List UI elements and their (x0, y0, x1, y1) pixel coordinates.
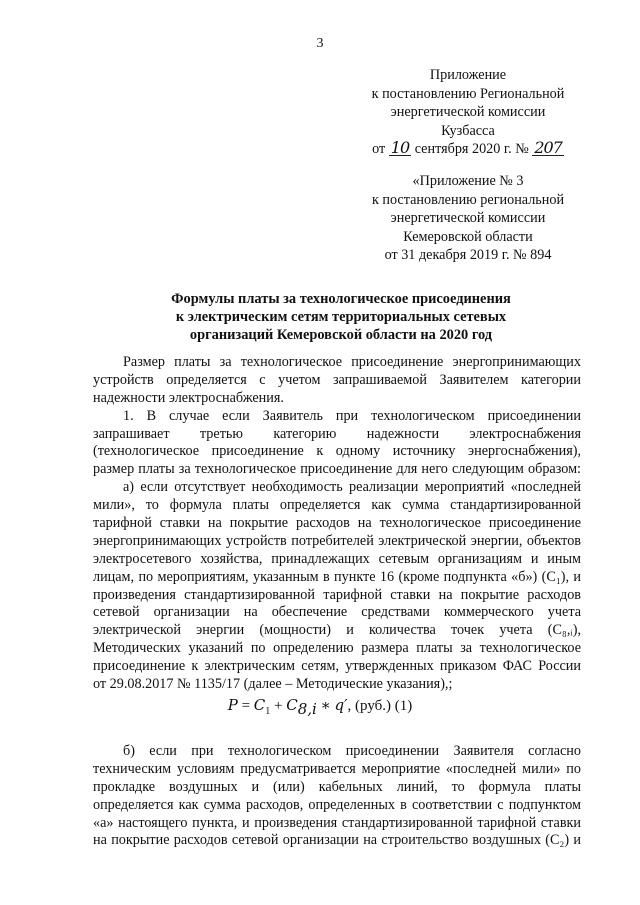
body-line: электросетевого хозяйства, принадлежащих сетевым организациям и иным (93, 550, 581, 567)
formula-c1: C (253, 696, 266, 714)
appendix-line: Кемеровской области (403, 228, 533, 245)
handwritten-number: 207 (534, 138, 562, 158)
body-line: электрической энергии (мощности) и количества точек учета (C₈,ᵢ), (93, 622, 581, 639)
body-line: на покрытие расходов сетевой организации на строительство воздушных (C₂) и (93, 832, 581, 849)
appendix-line: Кузбасса (441, 122, 495, 139)
body-line: Методических указаний по определению размера платы за технологическое (93, 640, 581, 657)
appendix-line: к постановлению Региональной (371, 85, 565, 102)
appendix-line: энергетической комиссии (390, 210, 546, 227)
handwritten-day: 10 (390, 138, 410, 158)
formula-plus: + (274, 698, 283, 714)
original-appendix-header (318, 172, 618, 265)
formula-1 (0, 696, 640, 718)
body-line: запрашивает третью категорию надежности электроснабжения (93, 425, 581, 442)
appendix-line: от 31 декабря 2019 г. № 894 (384, 247, 552, 264)
title-line: организаций Кемеровской области на 2020 год (189, 327, 493, 343)
formula-c8: C (286, 696, 298, 714)
body-line: сетевой организации на обеспечение средствами коммерческого учета (93, 604, 581, 621)
body-line: надежности электроснабжения. (93, 389, 284, 406)
document-title (96, 290, 586, 344)
body-line: мили», то формула платы определяется как сумма стандартизированной (93, 497, 581, 514)
appendix-date-line (318, 140, 618, 159)
body-text (93, 354, 581, 694)
formula-mult: ∗ (320, 698, 331, 714)
formula-tail: , (руб.) (1) (347, 698, 413, 714)
body-line: (технологическое присоединение к одному источнику энергоснабжения), (93, 443, 581, 460)
body-line: от 29.08.2017 № 1135/17 (далее – Методические указания),; (93, 676, 453, 693)
body-line: произведения стандартизированной тарифной ставки на покрытие расходов (93, 586, 581, 603)
formula-c8-sub: 8,i (297, 700, 317, 718)
appendix-line: Приложение (429, 67, 507, 83)
body-line: техническим условиям предусматривается мероприятие «последней мили» по (93, 760, 581, 777)
body-line: лицам, по мероприятиям, указанным в пункте 16 (кроме подпункта «б») (C₁), и (93, 568, 581, 585)
body-line: б) если при технологическом присоединении Заявителя согласно (123, 743, 581, 759)
body-line: «а» настоящего пункта, и произведения стандартизированной тарифной ставки (93, 814, 581, 831)
formula-q: q′ (334, 696, 348, 714)
body-line: прокладке воздушных и (или) кабельных линий, то формула платы (93, 778, 581, 795)
body-line: определяется как сумма расходов, определенных в соответствии с подпунктом (93, 796, 581, 813)
appendix-header (318, 66, 618, 159)
body-line: а) если отсутствует необходимость реализации мероприятий «последней (123, 479, 581, 496)
formula-lhs: P (227, 696, 238, 714)
date-prefix: от (372, 141, 386, 158)
body-line: Размер платы за технологическое присоединение энергопринимающих (123, 354, 581, 370)
body-text-2 (93, 743, 581, 850)
body-line: энергопринимающих устройств потребителей электрической энергии, объектов (93, 532, 581, 549)
body-line: устройств определяется с учетом запрашиваемой Заявителем категории (93, 371, 581, 388)
page-number: 3 (316, 36, 324, 51)
body-line: присоединение к электрическим сетям, утвержденных приказом ФАС России (93, 658, 581, 675)
body-line: размер платы за технологическое присоединение для него следующим образом: (93, 461, 581, 478)
appendix-line: энергетической комиссии (390, 104, 546, 121)
title-line: к электрическим сетям территориальных сетевых (175, 309, 507, 325)
body-line: 1. В случае если Заявитель при технологическом присоединении (123, 407, 581, 424)
appendix-line: «Приложение № 3 (412, 173, 524, 189)
date-middle: сентября 2020 г. № (414, 141, 529, 158)
body-line: тарифной ставки на покрытие расходов на технологическое присоединение (93, 515, 581, 532)
title-line: Формулы платы за технологическое присоединения (171, 291, 511, 307)
formula-c1-sub: 1 (265, 706, 271, 717)
appendix-line: к постановлению региональной (371, 191, 565, 208)
formula-eq: = (241, 698, 251, 714)
